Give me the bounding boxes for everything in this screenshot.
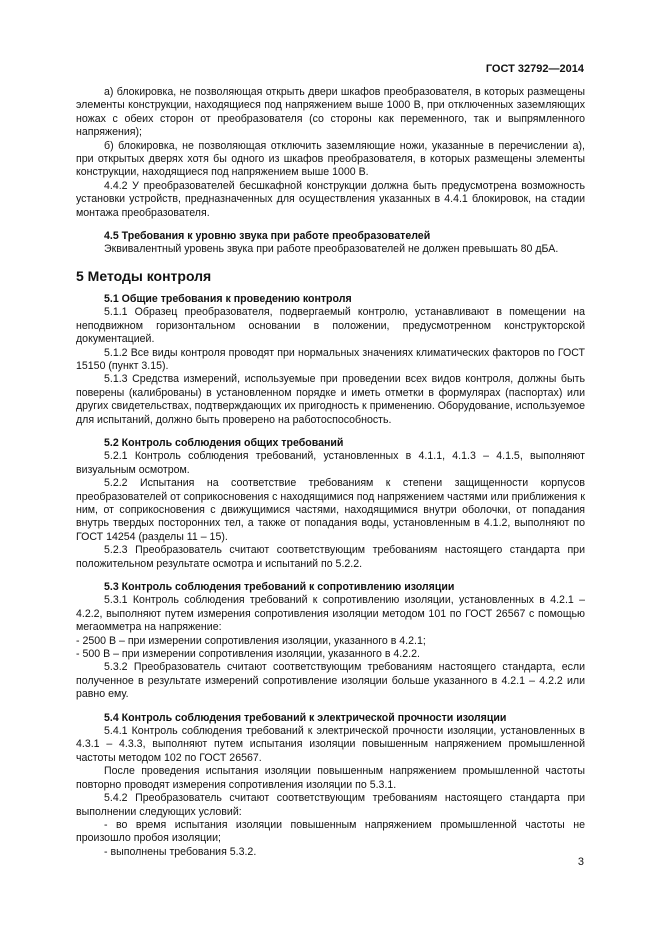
list-item-500v: - 500 В – при измерении сопротивления изоляции, указанного в 4.2.2. xyxy=(76,648,420,661)
paragraph-5-1-2: 5.1.2 Все виды контроля проводят при нормальных значениях климатических факторов по ГОСТ 15150 (пункт 3.15). xyxy=(76,346,585,372)
paragraph-blocking-b: б) блокировка, не позволяющая отключить заземляющие ножи, указанные в перечислении а), при открытых дверях хотя бы одного из шкафов преобразователя, в которых размещены элементы конструкции, находящиеся под напряжением выше 1000 В. xyxy=(76,139,585,179)
page-number: 3 xyxy=(577,856,584,868)
list-item-requirements-met: - выполнены требования 5.3.2. xyxy=(104,845,257,858)
paragraph-4-4-2: 4.4.2 У преобразователей бесшкафной конструкции должна быть предусмотрена возможность установки устройств, предназначенных для осуществления указанных в 4.4.1 блокировок, на стадии монтажа преобразователя. xyxy=(76,179,585,219)
heading-5-4: 5.4 Контроль соблюдения требований к электрической прочности изоляции xyxy=(104,711,507,724)
paragraph-5-4-2: 5.4.2 Преобразователь считают соответствующим требованиям настоящего стандарта при выполнении следующих условий: xyxy=(76,792,585,818)
paragraph-5-2-3: 5.2.3 Преобразователь считают соответствующим требованиям настоящего стандарта при положительном результате осмотра и испытаний по 5.2.2. xyxy=(76,544,585,570)
paragraph-5-2-1: 5.2.1 Контроль соблюдения требований, установленных в 4.1.1, 4.1.3 – 4.1.5, выполняют визуальным осмотром. xyxy=(76,450,585,476)
document-body xyxy=(76,86,585,859)
list-item-2500v: - 2500 В – при измерении сопротивления изоляции, указанного в 4.2.1; xyxy=(76,634,426,647)
paragraph-5-4-1-continued: После проведения испытания изоляции повышенным напряжением промышленной частоты повторно проводят измерения сопротивления изоляции по 5.3.1. xyxy=(76,765,585,791)
heading-5-1: 5.1 Общие требования к проведению контроля xyxy=(104,292,352,305)
paragraph-5-3-2: 5.3.2 Преобразователь считают соответствующим требованиям настоящего стандарта, если полученное в результате измерений сопротивление изоляции больше указанного в 4.2.1 – 4.2.2 или равно ему. xyxy=(76,661,585,701)
paragraph-5-1-3: 5.1.3 Средства измерений, используемые при проведении всех видов контроля, должны быть поверены (калиброваны) в установленном порядке и иметь отметки в формулярах (паспортах) или других свидетельствах, подтверждающих их пригодность к применению. Оборудование, используемое для испытаний, должно быть проверено на работоспособность. xyxy=(76,373,585,426)
list-item-no-breakdown: - во время испытания изоляции повышенным напряжением промышленной частоты не произошло пробоя изоляции; xyxy=(76,818,585,845)
paragraph-5-1-1: 5.1.1 Образец преобразователя, подвергаемый контролю, устанавливают в помещении на неподвижном горизонтальном основании в положении, предусмотренном конструкторской документацией. xyxy=(76,306,585,346)
heading-4-5: 4.5 Требования к уровню звука при работе преобразователей xyxy=(104,230,431,243)
paragraph-5-3-1: 5.3.1 Контроль соблюдения требований к сопротивлению изоляции, установленных в 4.2.1 – 4.2.2, выполняют путем измерения сопротивления изоляции методом 101 по ГОСТ 26567 с помощью мегаомметра на напряжение: xyxy=(76,594,585,634)
paragraph-5-4-1: 5.4.1 Контроль соблюдения требований к электрической прочности изоляции, установленных в 4.3.1 – 4.3.3, выполняют путем испытания изоляции повышенным напряжением промышленной частоты методом 102 по ГОСТ 26567. xyxy=(76,725,585,764)
heading-section-5: 5 Методы контроля xyxy=(76,267,212,284)
paragraph-blocking-a: а) блокировка, не позволяющая открыть двери шкафов преобразователя, в которых размещены элементы конструкции, находящиеся под напряжением выше 1000 В, при отключенных заземляющих ножах с обеих сторон от преобразователя (со стороны как переменного, так и выпрямленного напряжения); xyxy=(76,86,585,139)
document-id-header: ГОСТ 32792—2014 xyxy=(485,63,584,75)
paragraph-5-2-2: 5.2.2 Испытания на соответствие требованиям к степени защищенности корпусов преобразователей от соприкосновения с находящимися под напряжением частями или приближения к ним, от соприкосновения с движущимися частями, находящимися внутри оболочки, от попадания внутрь твердых посторонних тел, а также от попадания воды, установленным в 4.1.2, выполняют по ГОСТ 14254 (разделы 11 – 15). xyxy=(76,477,585,543)
paragraph-4-5: Эквивалентный уровень звука при работе преобразователей не должен превышать 80 дБА. xyxy=(104,243,559,256)
heading-5-2: 5.2 Контроль соблюдения общих требований xyxy=(104,436,344,449)
heading-5-3: 5.3 Контроль соблюдения требований к сопротивлению изоляции xyxy=(104,581,455,593)
